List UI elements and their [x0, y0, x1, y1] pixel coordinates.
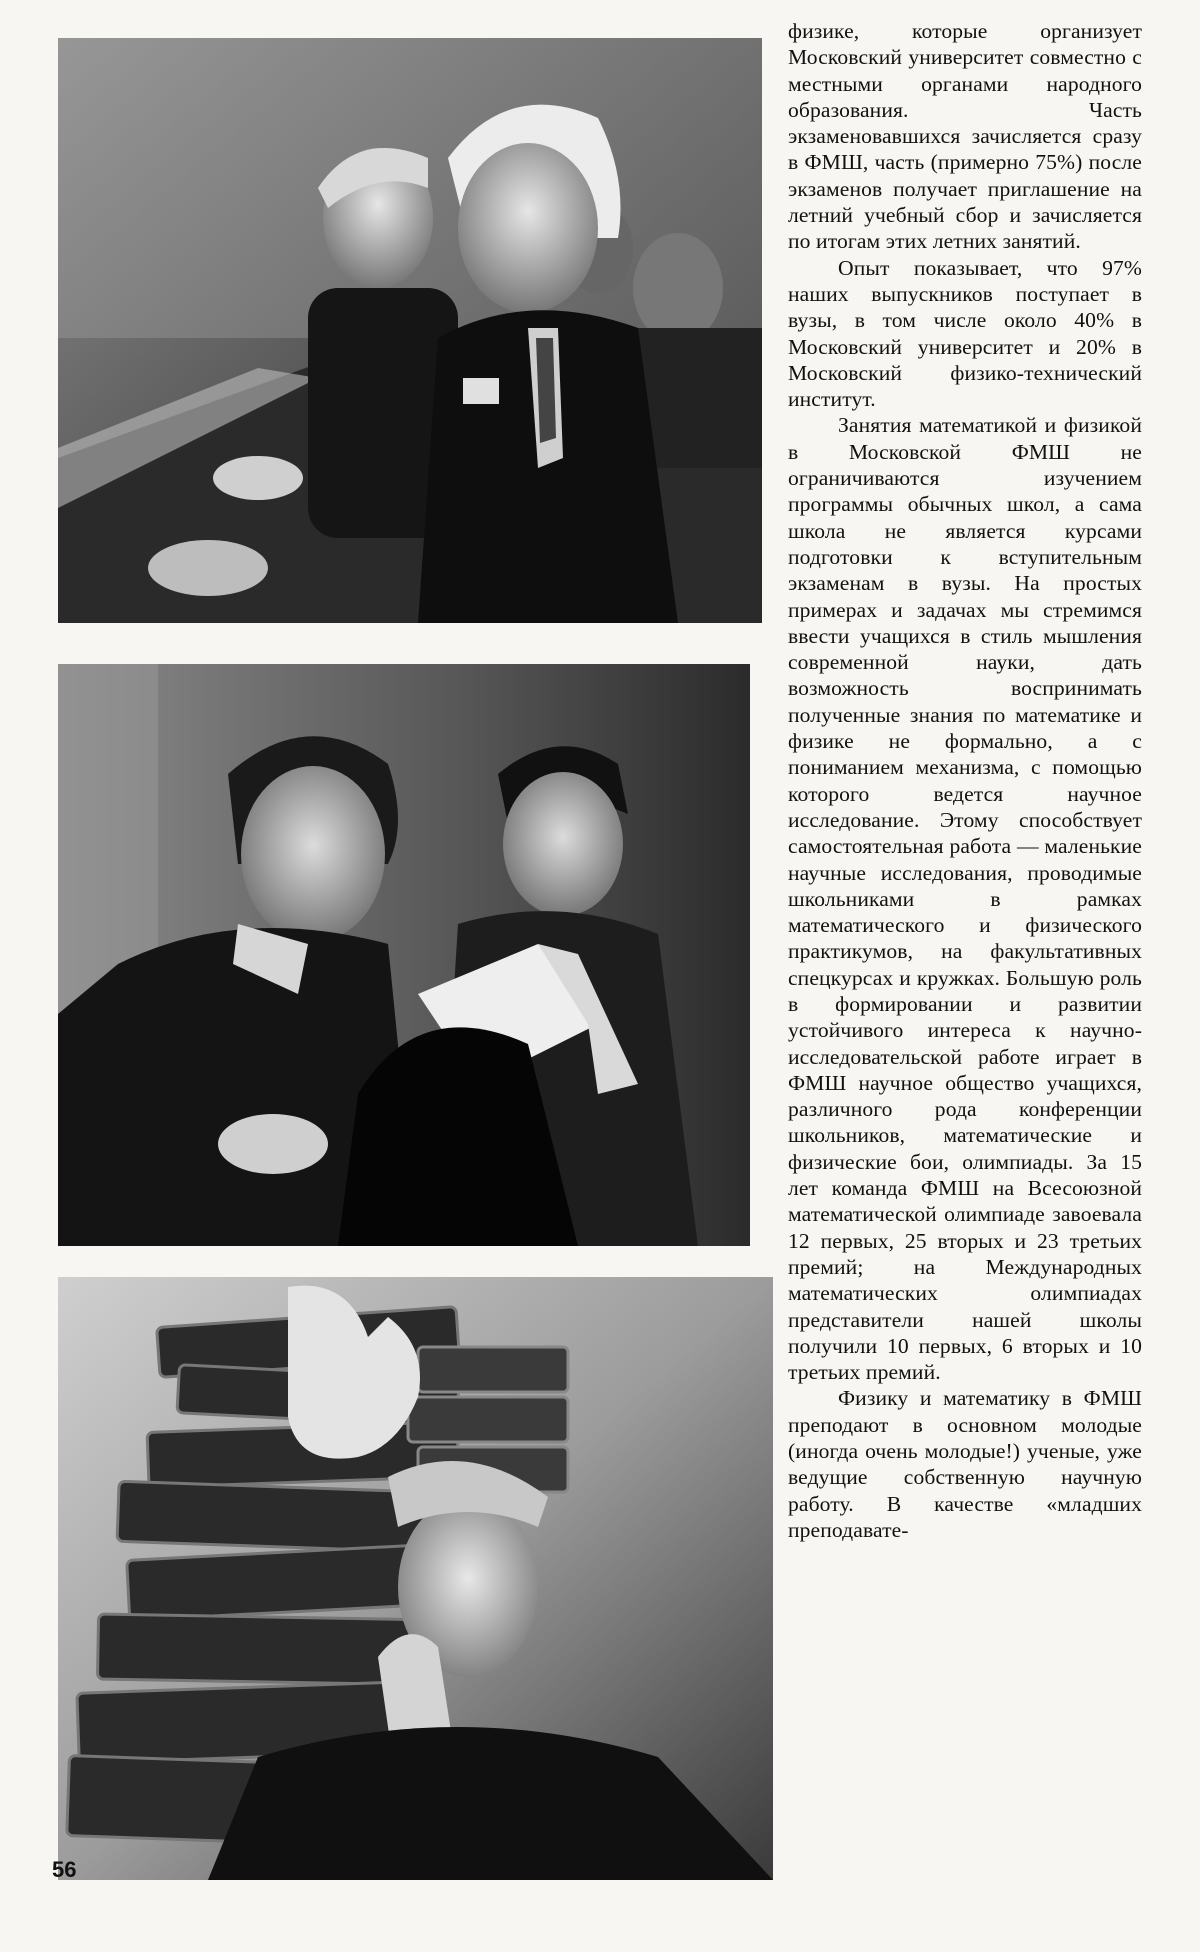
article-paragraph: Физику и математику в ФМШ преподают в основном молодые (иногда очень молодые!) ученые, уже ведущие собственную научную работу. В качестве «младших преподавате- [788, 1386, 1142, 1542]
photo-two-students-talking [58, 664, 750, 1246]
article-paragraph: Опыт показывает, что 97% наших выпускников поступает в вузы, в том числе около 40% в Московский университет и 20% в Московский физико-технический институт. [788, 255, 1142, 412]
photo-student-with-books-image [58, 1277, 773, 1880]
article-paragraph: физике, которые организует Московский университет совместно с местными органами народного образования. Часть экзаменовавшихся зачисляется сразу в ФМШ, часть (примерно 75%) после экзаменов получает приглашение на летний учебный сбор и зачисляется по итогам этих летних занятий. [788, 19, 1142, 254]
article-text-column [788, 18, 1142, 1878]
photo-students-at-desks-image [58, 38, 762, 623]
photo-student-with-books [58, 1277, 773, 1880]
page-number: 56 [52, 1857, 77, 1882]
article-paragraph: Занятия математикой и физикой в Московской ФМШ не ограничиваются изучением программы обычных школ, а сама школа не является курсами подготовки к вступительным экзаменам в вузы. На простых примерах и задачах мы стремимся ввести учащихся в стиль мышления современной науки, дать возможность воспринимать полученные знания по математике и физике не формально, а с пониманием механизма, с помощью которого ведется научное исследование. Этому способствует самостоятельная работа — маленькие научные исследования, проводимые школьниками в рамках математического и физического практикумов, на факультативных спецкурсах и кружках. Большую роль в формировании и развитии устойчивого интереса к научно-исследовательской работе играет в ФМШ научное общество учащихся, различного рода конференции школьников, математические и физические бои, олимпиады. За 15 лет команда ФМШ на Всесоюзной математической олимпиаде завоевала 12 первых, 25 вторых и 23 третьих премий; на Международных математических олимпиадах представители нашей школы получили 10 первых, 6 вторых и 10 третьих премий. [788, 413, 1142, 1385]
photo-two-students-talking-image [58, 664, 750, 1246]
photo-students-at-desks [58, 38, 762, 623]
